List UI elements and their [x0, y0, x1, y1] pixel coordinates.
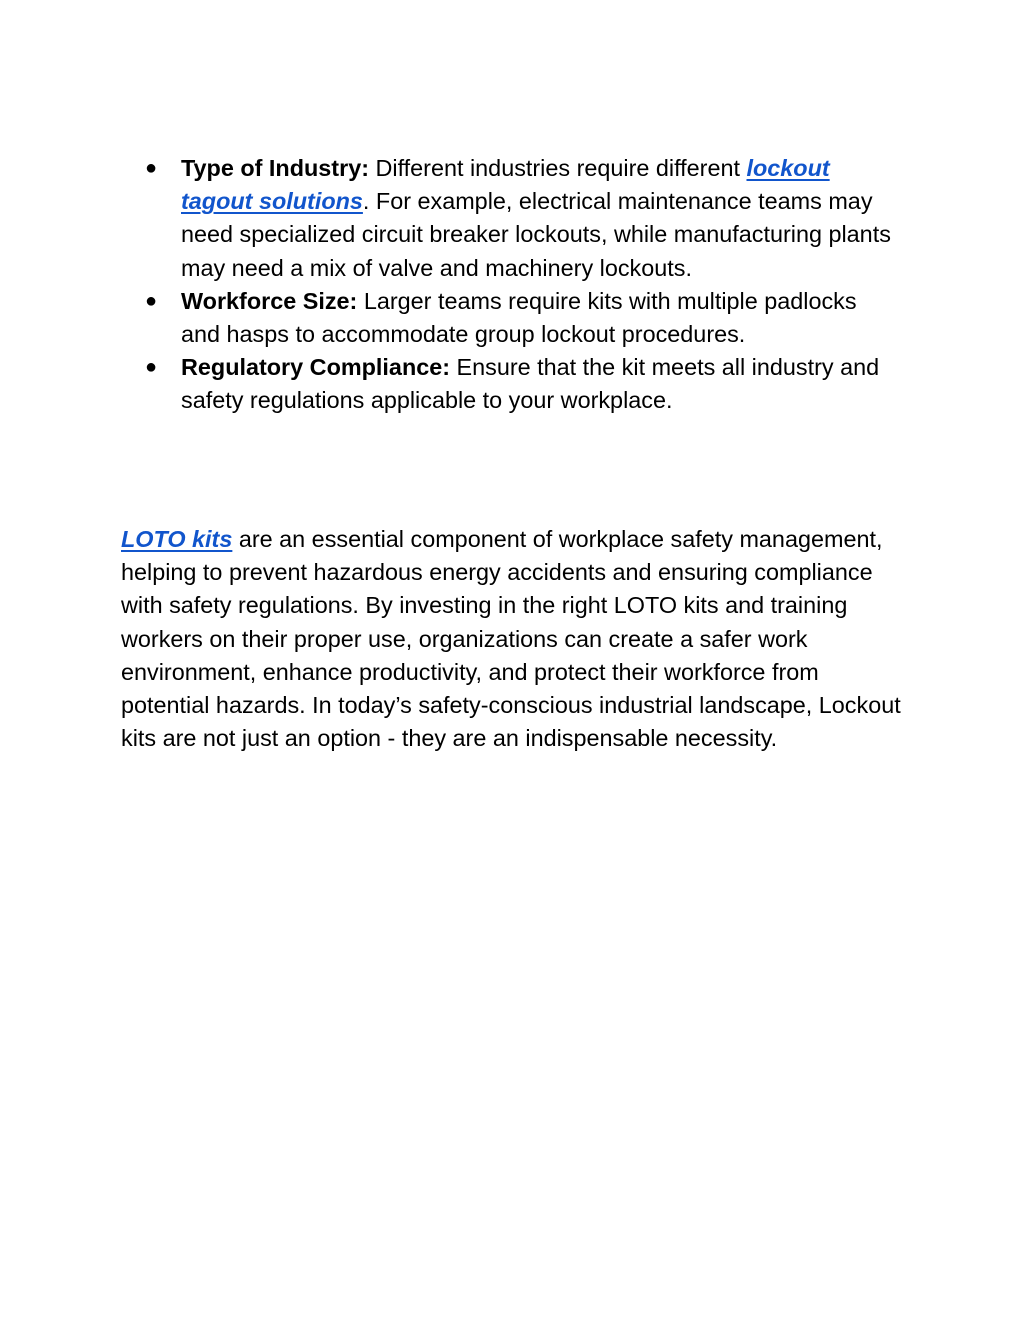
- list-item-text: Larger teams require kits with multiple padlocks and hasps to accommodate group lockout procedures.: [181, 287, 857, 348]
- list-item-text: . For example, electrical maintenance teams may need specialized circuit breaker lockouts, while manufacturing plants may need a mix of valve and machinery lockouts.: [181, 188, 891, 281]
- list-item-type-of-industry: [121, 152, 901, 285]
- list-item-regulatory-compliance: [121, 351, 901, 417]
- loto-kits-link[interactable]: LOTO kits: [121, 526, 233, 552]
- considerations-list: [121, 152, 901, 418]
- list-item-label: Workforce Size:: [181, 287, 358, 314]
- bullet-icon: ●: [144, 289, 158, 312]
- list-item-label: Regulatory Compliance:: [181, 354, 451, 381]
- list-item-workforce-size: [121, 285, 901, 351]
- list-item-text: Different industries require different: [369, 155, 747, 181]
- bullet-icon: ●: [144, 157, 158, 179]
- list-item-text: Ensure that the kit meets all industry and safety regulations applicable to your workplace.: [181, 354, 880, 414]
- list-item-label: Type of Industry:: [181, 155, 369, 181]
- closing-paragraph-text: are an essential component of workplace safety management, helping to prevent hazardous energy accidents and ensuring compliance with safety regulations. By investing in the right LOTO kits and training workers on their proper use, organizations can create a safer work environment, enhance productivity, and protect their workforce from potential hazards. In today’s safety-conscious industrial landscape, Lockout kits are not just an option - they are an indispensable necessity.: [121, 526, 901, 752]
- lockout-tagout-solutions-link[interactable]: lockout tagout solutions: [181, 155, 830, 215]
- bullet-icon: ●: [144, 356, 158, 379]
- closing-paragraph: [121, 523, 911, 755]
